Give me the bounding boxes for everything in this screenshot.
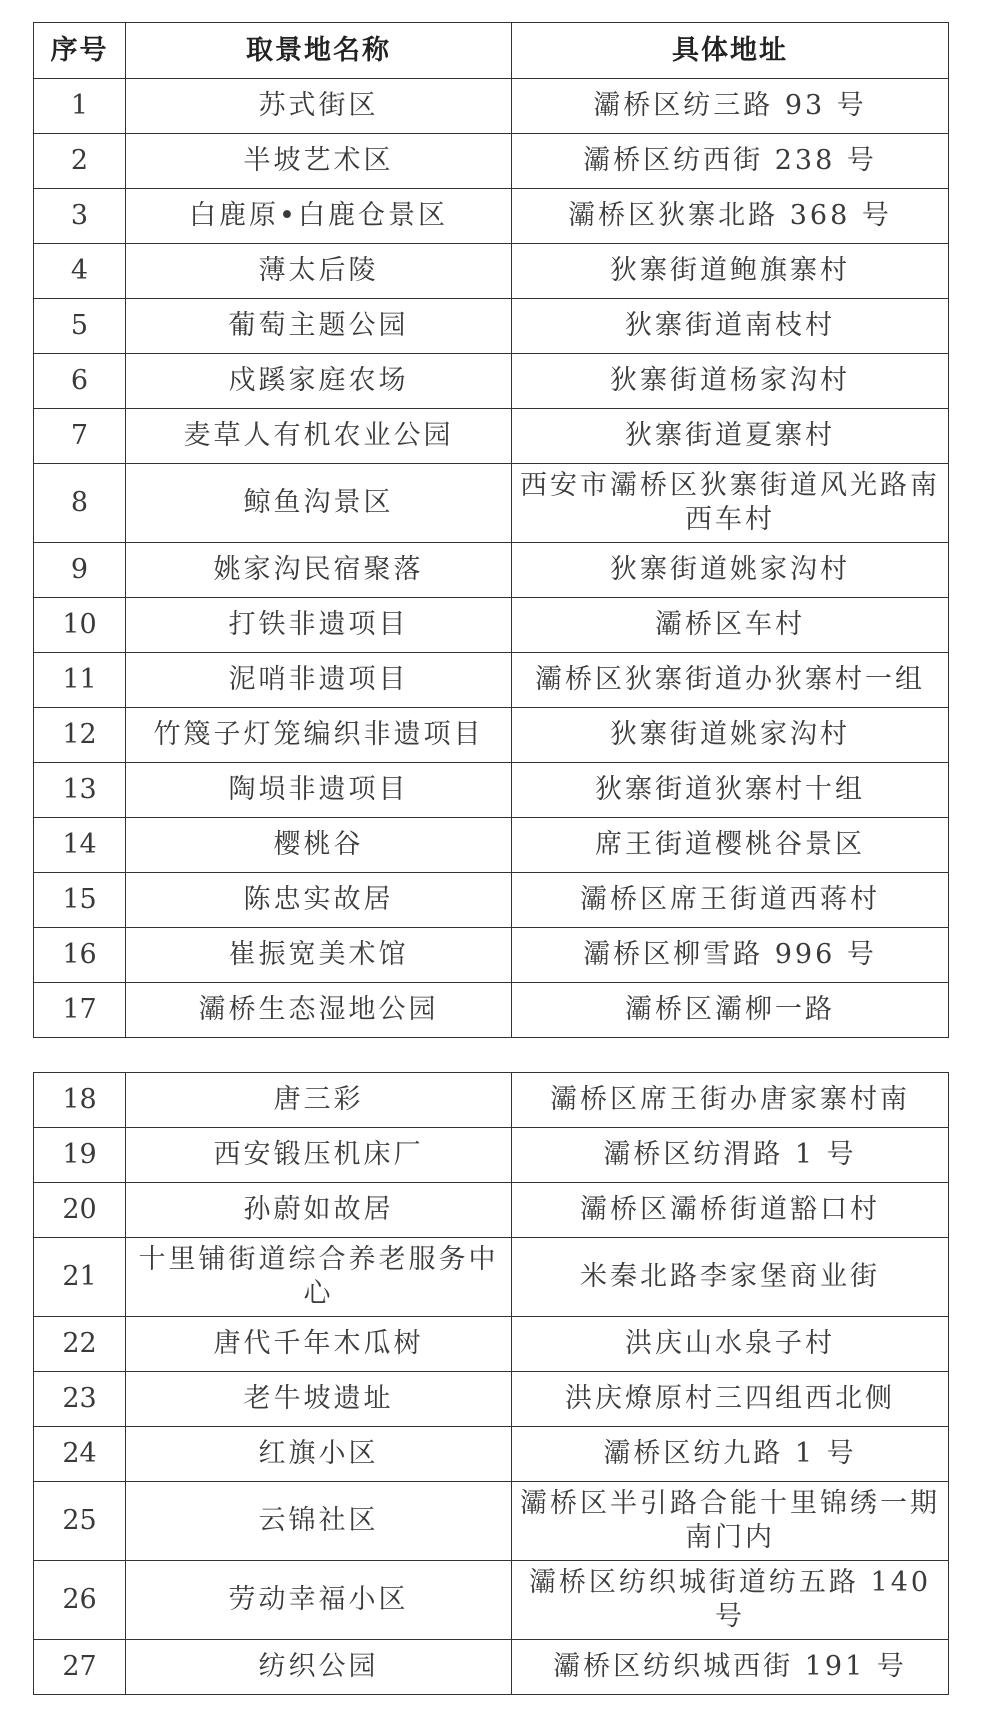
table-row [34, 928, 949, 983]
location-address: 灞桥区席王街办唐家寨村南 [512, 1073, 949, 1128]
table-row [34, 1482, 949, 1561]
location-name: 老牛坡遗址 [126, 1372, 512, 1427]
location-name: 葡萄主题公园 [126, 299, 512, 354]
header-number: 序号 [34, 23, 126, 79]
location-address: 灞桥区纺九路 1 号 [512, 1427, 949, 1482]
location-name: 戍蹊家庭农场 [126, 354, 512, 409]
location-name: 樱桃谷 [126, 818, 512, 873]
row-number: 2 [34, 134, 126, 189]
table-row [34, 1640, 949, 1695]
table-row [34, 543, 949, 598]
location-name: 鲸鱼沟景区 [126, 464, 512, 543]
table-row [34, 244, 949, 299]
table-row [34, 598, 949, 653]
table-row [34, 409, 949, 464]
location-address: 灞桥区半引路合能十里锦绣一期南门内 [512, 1482, 949, 1561]
location-name: 十里铺街道综合养老服务中心 [126, 1238, 512, 1317]
location-address: 狄寨街道姚家沟村 [512, 543, 949, 598]
table-row [34, 763, 949, 818]
row-number: 9 [34, 543, 126, 598]
location-name: 劳动幸福小区 [126, 1561, 512, 1640]
table-row [34, 299, 949, 354]
location-address: 狄寨街道夏寨村 [512, 409, 949, 464]
location-name: 薄太后陵 [126, 244, 512, 299]
table-row [34, 1073, 949, 1128]
location-name: 红旗小区 [126, 1427, 512, 1482]
table-row [34, 1427, 949, 1482]
table-row [34, 708, 949, 763]
location-name: 崔振宽美术馆 [126, 928, 512, 983]
location-address: 灞桥区纺三路 93 号 [512, 79, 949, 134]
table-row [34, 189, 949, 244]
row-number: 1 [34, 79, 126, 134]
location-name: 麦草人有机农业公园 [126, 409, 512, 464]
location-address: 灞桥区柳雪路 996 号 [512, 928, 949, 983]
row-number: 8 [34, 464, 126, 543]
table-row [34, 79, 949, 134]
location-address: 狄寨街道杨家沟村 [512, 354, 949, 409]
row-number: 20 [34, 1183, 126, 1238]
location-name: 孙蔚如故居 [126, 1183, 512, 1238]
location-table-part-2 [33, 1072, 949, 1695]
row-number: 27 [34, 1640, 126, 1695]
row-number: 7 [34, 409, 126, 464]
table-row [34, 983, 949, 1038]
location-name: 陈忠实故居 [126, 873, 512, 928]
location-address: 席王街道樱桃谷景区 [512, 818, 949, 873]
table-row [34, 1372, 949, 1427]
row-number: 10 [34, 598, 126, 653]
location-name: 陶埙非遗项目 [126, 763, 512, 818]
location-address: 灞桥区席王街道西蒋村 [512, 873, 949, 928]
location-name: 灞桥生态湿地公园 [126, 983, 512, 1038]
location-address: 米秦北路李家堡商业街 [512, 1238, 949, 1317]
location-name: 白鹿原•白鹿仓景区 [126, 189, 512, 244]
location-address: 狄寨街道狄寨村十组 [512, 763, 949, 818]
location-address: 灞桥区纺织城街道纺五路 140 号 [512, 1561, 949, 1640]
location-name: 竹篾子灯笼编织非遗项目 [126, 708, 512, 763]
location-name: 泥哨非遗项目 [126, 653, 512, 708]
location-address: 灞桥区纺织城西街 191 号 [512, 1640, 949, 1695]
location-address: 狄寨街道南枝村 [512, 299, 949, 354]
location-name: 西安锻压机床厂 [126, 1128, 512, 1183]
header-location-name: 取景地名称 [126, 23, 512, 79]
row-number: 6 [34, 354, 126, 409]
row-number: 19 [34, 1128, 126, 1183]
row-number: 13 [34, 763, 126, 818]
row-number: 5 [34, 299, 126, 354]
table-row [34, 1183, 949, 1238]
table-row [34, 1561, 949, 1640]
table-row [34, 1238, 949, 1317]
location-name: 打铁非遗项目 [126, 598, 512, 653]
table-row [34, 134, 949, 189]
location-address: 狄寨街道姚家沟村 [512, 708, 949, 763]
row-number: 11 [34, 653, 126, 708]
row-number: 12 [34, 708, 126, 763]
location-address: 灞桥区灞柳一路 [512, 983, 949, 1038]
table-row [34, 1317, 949, 1372]
table-row [34, 354, 949, 409]
location-name: 纺织公园 [126, 1640, 512, 1695]
table-row [34, 653, 949, 708]
location-address: 灞桥区狄寨街道办狄寨村一组 [512, 653, 949, 708]
row-number: 25 [34, 1482, 126, 1561]
location-name: 半坡艺术区 [126, 134, 512, 189]
location-address: 灞桥区狄寨北路 368 号 [512, 189, 949, 244]
location-address: 灞桥区纺西街 238 号 [512, 134, 949, 189]
location-address: 灞桥区车村 [512, 598, 949, 653]
table-row [34, 873, 949, 928]
row-number: 26 [34, 1561, 126, 1640]
location-name: 云锦社区 [126, 1482, 512, 1561]
row-number: 24 [34, 1427, 126, 1482]
row-number: 3 [34, 189, 126, 244]
row-number: 21 [34, 1238, 126, 1317]
location-address: 灞桥区纺渭路 1 号 [512, 1128, 949, 1183]
row-number: 4 [34, 244, 126, 299]
location-table-part-1 [33, 22, 949, 1038]
location-address: 狄寨街道鲍旗寨村 [512, 244, 949, 299]
table-row [34, 1128, 949, 1183]
table-header-row [34, 23, 949, 79]
row-number: 23 [34, 1372, 126, 1427]
table-row [34, 818, 949, 873]
row-number: 17 [34, 983, 126, 1038]
location-address: 西安市灞桥区狄寨街道风光路南西车村 [512, 464, 949, 543]
row-number: 16 [34, 928, 126, 983]
location-name: 姚家沟民宿聚落 [126, 543, 512, 598]
location-name: 唐代千年木瓜树 [126, 1317, 512, 1372]
location-address: 洪庆山水泉子村 [512, 1317, 949, 1372]
table-row [34, 464, 949, 543]
location-name: 苏式街区 [126, 79, 512, 134]
location-name: 唐三彩 [126, 1073, 512, 1128]
location-address: 灞桥区灞桥街道豁口村 [512, 1183, 949, 1238]
row-number: 14 [34, 818, 126, 873]
location-address: 洪庆燎原村三四组西北侧 [512, 1372, 949, 1427]
header-address: 具体地址 [512, 23, 949, 79]
row-number: 18 [34, 1073, 126, 1128]
row-number: 15 [34, 873, 126, 928]
row-number: 22 [34, 1317, 126, 1372]
